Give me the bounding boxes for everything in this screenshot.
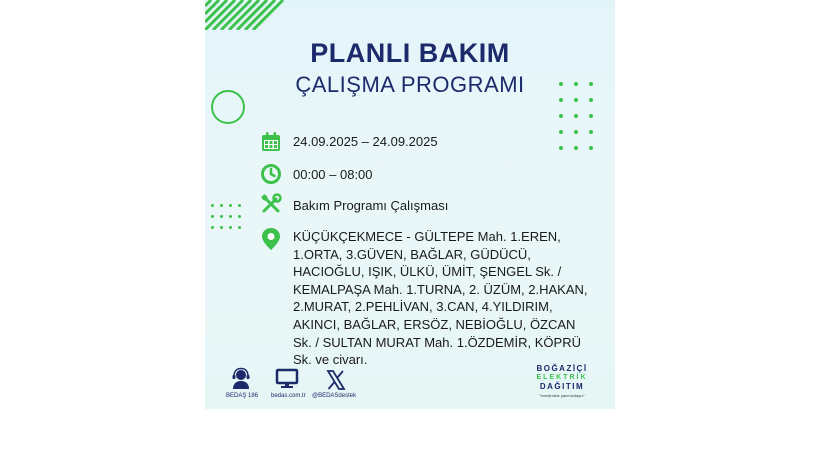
company-logo xyxy=(535,364,589,398)
headset-icon xyxy=(229,367,253,389)
address-list: KÜÇÜKÇEKMECE - GÜLTEPE Mah. 1.EREN, 1.ORTA, 3.GÜVEN, BAĞLAR, GÜDÜCÜ, HACIOĞLU, IŞIK, ÜLKÜ, ÜMİT, ŞENGEL Sk. / KEMALPAŞA Mah. 1.TURNA, 2. ÜZÜM, 2.HAKAN, 2.MURAT, 2.PEHLİVAN, 3.CAN, 4.YILDIRIM, AKINCI, BAĞLAR, ERSÖZ, NEBİOĞLU, ÖZCAN Sk. / SULTAN MURAT Mah. 1.ÖZDEMİR, KÖPRÜ Sk. ve civarı. xyxy=(293,229,588,368)
work-type: Bakım Programı Çalışması xyxy=(293,198,449,213)
diagonal-stripes-decoration xyxy=(205,0,287,30)
page-subtitle: ÇALIŞMA PROGRAMI xyxy=(295,72,525,97)
dot-grid-decoration-left xyxy=(211,204,241,229)
logo-tagline: "enerjimizle yanınızdayız" xyxy=(539,393,585,398)
logo-line-2: ELEKTRİK xyxy=(536,374,588,381)
location-pin-icon xyxy=(260,227,282,251)
web-label[interactable]: bedas.com.tr xyxy=(271,393,306,399)
time-range: 00:00 – 08:00 xyxy=(293,167,373,182)
logo-line-3: DAĞITIM xyxy=(539,382,585,391)
clock-icon xyxy=(260,163,282,185)
phone-label: BEDAŞ 186 xyxy=(226,393,259,399)
tools-icon xyxy=(260,193,282,215)
social-label[interactable]: @BEDASdestek xyxy=(312,393,357,399)
logo-line-1: BOĞAZİÇİ xyxy=(536,364,588,373)
date-range: 24.09.2025 – 24.09.2025 xyxy=(293,134,438,149)
monitor-icon xyxy=(275,368,299,390)
x-logo-icon[interactable] xyxy=(324,369,348,391)
calendar-icon xyxy=(260,131,282,153)
maintenance-announcement-card xyxy=(205,0,615,409)
page-title: PLANLI BAKIM xyxy=(310,38,510,68)
